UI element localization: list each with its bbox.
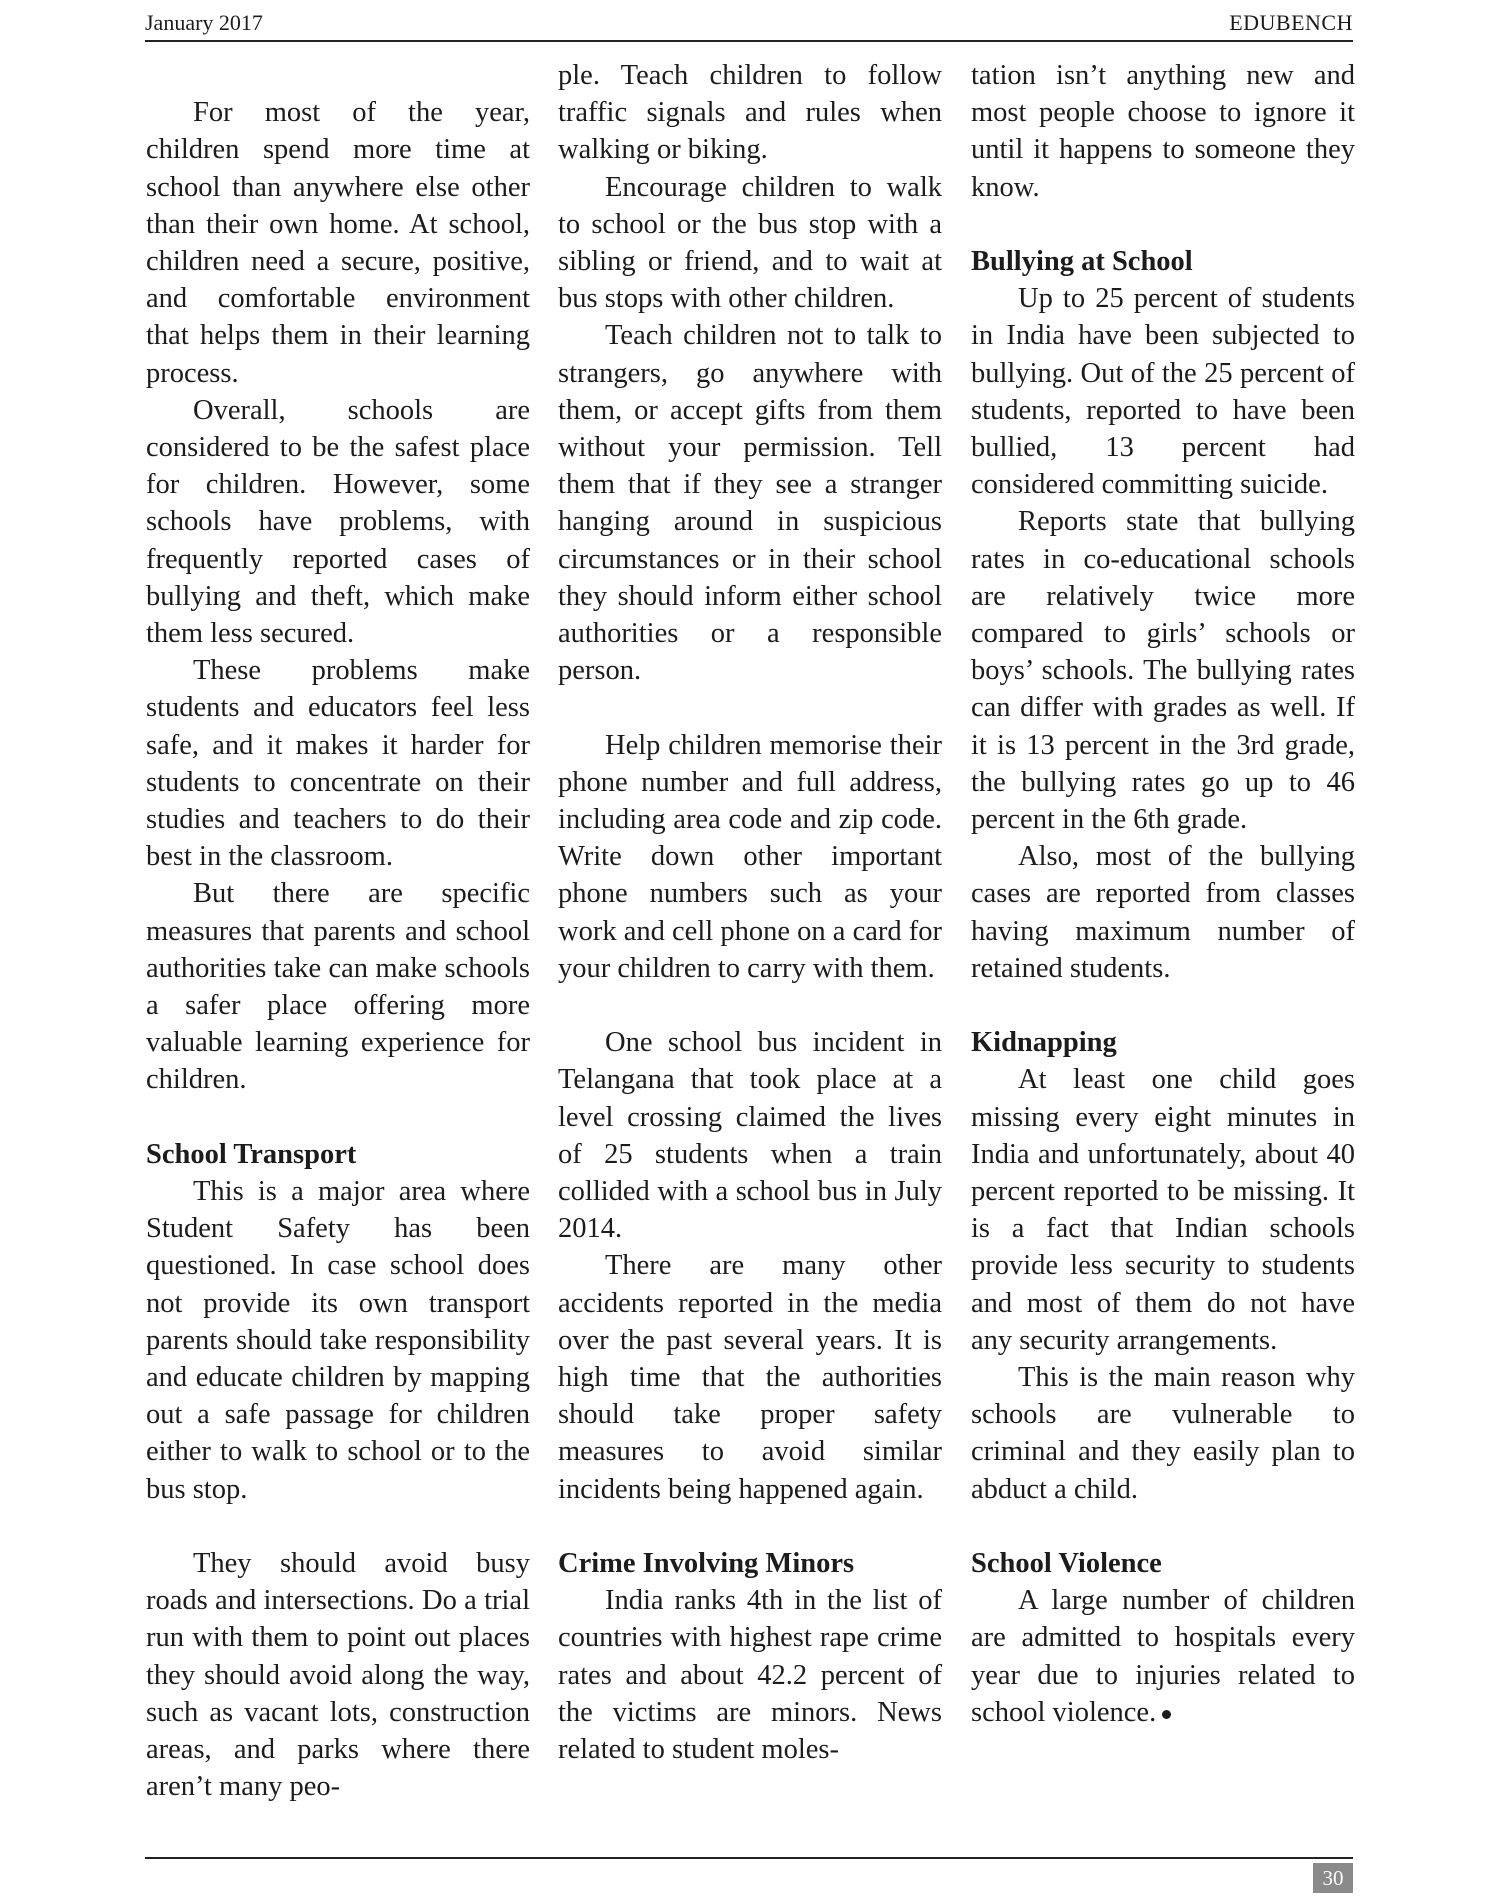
end-of-article-bullet-icon	[1162, 1710, 1171, 1719]
section-heading-school-transport: School Transport	[146, 1138, 357, 1170]
footer-rule	[145, 1857, 1353, 1859]
paragraph: Overall, schools are considered to be the safest place for children. However, some schools have problems, with frequently reported cases of bullying and theft, which make them less secured.	[146, 394, 530, 650]
page-header	[145, 6, 1353, 42]
publication-name: EDUBENCH	[1229, 10, 1353, 35]
paragraph: One school bus incident in Telangana that took place at a level crossing claimed the lives of 25 students when a train collided with a school bus in July 2014.	[558, 1027, 942, 1245]
paragraph: This is the main reason why schools are vulnerable to criminal and they easily plan to abduct a child.	[971, 1362, 1355, 1505]
issue-date: January 2017	[145, 10, 263, 35]
section-heading-bullying-at-school: Bullying at School	[971, 246, 1193, 277]
paragraph: Also, most of the bullying cases are reported from classes having maximum number of retained students.	[971, 841, 1355, 984]
paragraph: Help children memorise their phone number and full address, including area code and zip code. Write down other important phone numbers such as your work and cell phone on a card for your children to carry with them.	[558, 729, 942, 984]
article-column-3	[971, 57, 1355, 1731]
paragraph: At least one child goes missing every eight minutes in India and unfortunately, about 40 percent reported to be missing. It is a fact that Indian schools provide less security to students and most of them do not have any security arrangements.	[971, 1064, 1355, 1356]
article-column-1	[146, 57, 530, 1806]
paragraph: Teach children not to talk to strangers, go anywhere with them, or accept gifts from them without your permission. Tell them that if they see a stranger hanging around in suspicious circumstances or in their school they should inform either school authorities or a responsible person.	[558, 320, 942, 687]
paragraph: This is a major area where Student Safety has been questioned. In case school does not provide its own transport parents should take responsibility and educate children by mapping out a safe passage for children either to walk to school or to the bus stop.	[146, 1176, 530, 1505]
article-column-2	[558, 57, 942, 1768]
paragraph: Encourage children to walk to school or the bus stop with a sibling or friend, and to wait at bus stops with other children.	[558, 171, 942, 315]
section-heading-crime-involving-minors: Crime Involving Minors	[558, 1548, 855, 1580]
paragraph: They should avoid busy roads and intersections. Do a trial run with them to point out places they should avoid along the way, such as vacant lots, construction areas, and parks where there aren’t many peo-	[146, 1548, 530, 1803]
paragraph: Reports state that bullying rates in co-educational schools are relatively twice more compared to girls’ schools or boys’ schools. The bullying rates can differ with grades as well. If it is 13 percent in the 3rd grade, the bullying rates go up to 46 percent in the 6th grade.	[971, 506, 1355, 836]
paragraph: India ranks 4th in the list of countries with highest rape crime rates and about 42.2 percent of the victims are minors. News related to student moles-	[558, 1585, 942, 1766]
paragraph: These problems make students and educators feel less safe, and it makes it harder for students to concentrate on their studies and teachers to do their best in the classroom.	[146, 655, 530, 873]
section-heading-school-violence: School Violence	[971, 1548, 1162, 1580]
paragraph-continued: tation isn’t anything new and most people choose to ignore it until it happens to someone they know.	[971, 60, 1355, 203]
paragraph: But there are specific measures that parents and school authorities take can make schools a safer place offering more valuable learning experience for children.	[146, 878, 530, 1096]
paragraph: Up to 25 percent of students in India have been subjected to bullying. Out of the 25 percent of students, reported to have been bullied, 13 percent had considered committing suicide.	[971, 283, 1355, 501]
paragraph: There are many other accidents reported in the media over the past several years. It is high time that the authorities should take proper safety measures to avoid similar incidents being happened again.	[558, 1250, 942, 1505]
paragraph-continued: ple. Teach children to follow traffic signals and rules when walking or biking.	[558, 60, 942, 166]
paragraph: For most of the year, children spend more time at school than anywhere else other than their own home. At school, children need a secure, positive, and comfortable environment that helps them in their learning process.	[146, 97, 530, 389]
section-heading-kidnapping: Kidnapping	[971, 1027, 1117, 1059]
final-paragraph	[971, 1582, 1355, 1731]
final-paragraph-text: A large number of children are admitted to hospitals every year due to injuries related to school violence.	[971, 1585, 1355, 1728]
page-number-badge: 30	[1313, 1863, 1353, 1893]
